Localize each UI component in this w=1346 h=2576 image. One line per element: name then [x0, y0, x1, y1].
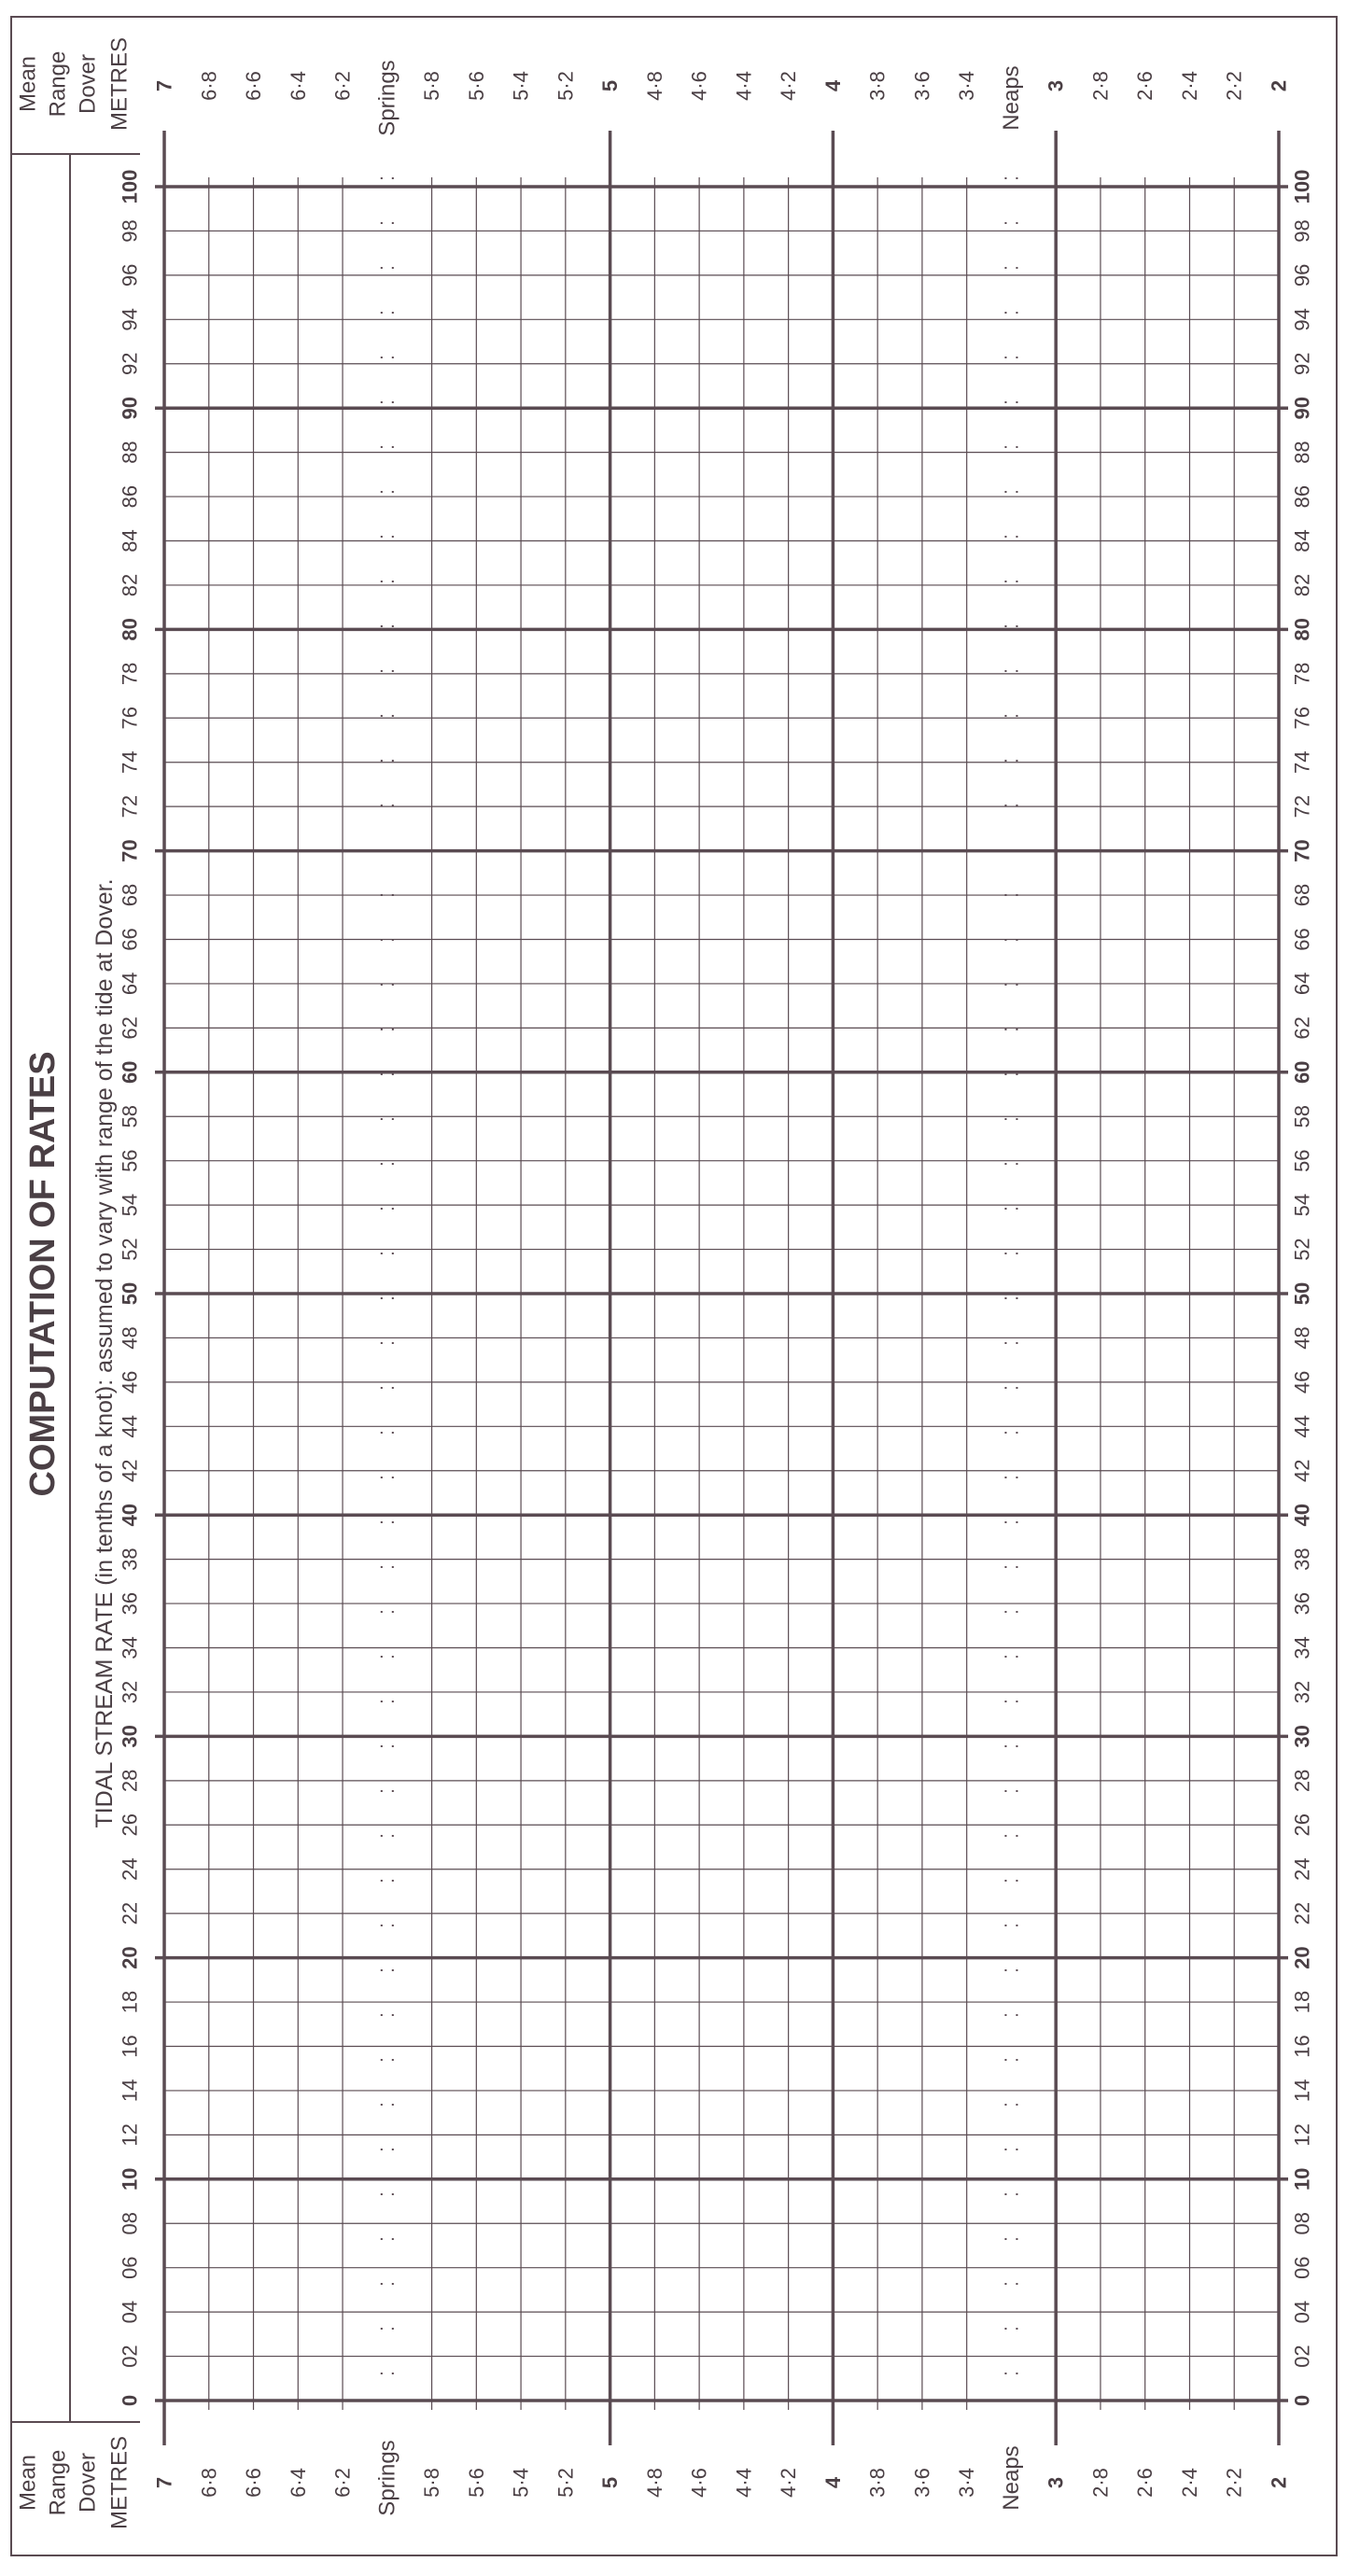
- range-label-bottom-0: 7: [152, 2476, 176, 2489]
- range-label-bottom-22: 2·2: [1222, 2468, 1246, 2498]
- rate-label-top-38: 38: [118, 1547, 142, 1571]
- rate-label-bottom-24: 24: [1290, 1857, 1314, 1881]
- rate-label-bottom-38: 38: [1290, 1547, 1314, 1571]
- rate-label-bottom-44: 44: [1290, 1415, 1314, 1438]
- rate-label-top-12: 12: [118, 2123, 142, 2147]
- range-label-top-5: 5·8: [420, 71, 444, 101]
- range-label-top-19: 2·8: [1088, 71, 1113, 101]
- range-label-top-9: 5: [598, 79, 623, 92]
- rate-label-top-78: 78: [118, 662, 142, 686]
- corner-top-line3: Dover: [75, 53, 101, 115]
- rate-label-top-74: 74: [118, 750, 142, 774]
- rate-label-top-62: 62: [118, 1016, 142, 1040]
- range-label-bottom-15: 3·8: [865, 2468, 890, 2498]
- range-label-top-1: 6·8: [197, 71, 221, 101]
- range-label-bottom-18: 3: [1044, 2476, 1068, 2489]
- range-label-bottom-14: 4: [820, 2476, 845, 2489]
- range-label-bottom-13: 4·2: [777, 2468, 801, 2498]
- range-label-top-12: 4·4: [732, 71, 756, 101]
- outer-frame: [11, 17, 1337, 2555]
- rate-label-top-16: 16: [118, 2035, 142, 2058]
- rate-label-top-100: 100: [118, 169, 142, 204]
- rate-label-top-06: 06: [118, 2256, 142, 2279]
- rate-label-bottom-10: 10: [1290, 2167, 1314, 2191]
- range-label-bottom-17: 3·4: [955, 2468, 979, 2498]
- rate-label-bottom-100: 100: [1290, 169, 1314, 204]
- rate-label-bottom-14: 14: [1290, 2079, 1314, 2103]
- range-label-top-11: 4·6: [687, 71, 711, 101]
- rate-label-bottom-78: 78: [1290, 662, 1314, 686]
- marker-bottom-neaps: Neaps: [998, 2445, 1024, 2511]
- rate-label-top-90: 90: [118, 396, 142, 420]
- rate-label-top-34: 34: [118, 1636, 142, 1659]
- rate-label-top-66: 66: [118, 928, 142, 951]
- range-label-bottom-19: 2·8: [1088, 2468, 1113, 2498]
- range-label-top-7: 5·4: [509, 71, 533, 101]
- rate-label-top-58: 58: [118, 1104, 142, 1128]
- range-label-bottom-1: 6·8: [197, 2468, 221, 2498]
- rate-label-bottom-60: 60: [1290, 1060, 1314, 1085]
- rate-label-bottom-0: 0: [1290, 2394, 1314, 2407]
- rate-label-top-68: 68: [118, 883, 142, 907]
- rate-label-bottom-54: 54: [1290, 1193, 1314, 1217]
- rate-label-bottom-90: 90: [1290, 396, 1314, 420]
- rate-label-top-44: 44: [118, 1415, 142, 1438]
- rate-label-bottom-28: 28: [1290, 1769, 1314, 1793]
- rate-label-top-02: 02: [118, 2345, 142, 2368]
- rate-label-bottom-20: 20: [1290, 1946, 1314, 1969]
- rate-label-top-54: 54: [118, 1193, 142, 1217]
- range-label-top-15: 3·8: [865, 71, 890, 101]
- rate-label-top-70: 70: [118, 839, 142, 862]
- rate-label-top-46: 46: [118, 1370, 142, 1394]
- corner-bottom-line2: Range: [45, 2449, 71, 2516]
- rate-label-top-86: 86: [118, 484, 142, 509]
- range-label-top-13: 4·2: [777, 71, 801, 101]
- rate-label-top-04: 04: [118, 2300, 142, 2324]
- rate-label-bottom-88: 88: [1290, 441, 1314, 464]
- range-label-top-23: 2: [1267, 79, 1291, 92]
- rate-label-bottom-18: 18: [1290, 1990, 1314, 2014]
- rate-label-bottom-30: 30: [1290, 1725, 1314, 1748]
- rate-label-bottom-96: 96: [1290, 263, 1314, 287]
- rate-label-bottom-32: 32: [1290, 1680, 1314, 1704]
- range-label-top-8: 5·2: [554, 71, 578, 101]
- corner-top-line4: METRES: [106, 36, 133, 132]
- rate-label-bottom-64: 64: [1290, 972, 1314, 996]
- range-label-top-17: 3·4: [955, 71, 979, 101]
- range-label-bottom-8: 5·2: [554, 2468, 578, 2498]
- rate-label-bottom-50: 50: [1290, 1281, 1314, 1306]
- rate-label-top-82: 82: [118, 573, 142, 597]
- rate-label-top-60: 60: [118, 1060, 142, 1085]
- range-label-top-2: 6·6: [242, 71, 266, 101]
- page-subtitle: TIDAL STREAM RATE (in tenths of a knot): assumed to vary with range of the tide at Dover.: [91, 878, 118, 1828]
- rate-label-top-22: 22: [118, 1901, 142, 1925]
- range-label-bottom-21: 2·4: [1177, 2468, 1201, 2498]
- page-title: COMPUTATION OF RATES: [23, 1051, 63, 1497]
- range-label-bottom-23: 2: [1267, 2476, 1291, 2489]
- rate-label-top-20: 20: [118, 1946, 142, 1969]
- rate-label-top-98: 98: [118, 219, 142, 243]
- rate-label-top-48: 48: [118, 1326, 142, 1350]
- rate-label-bottom-72: 72: [1290, 794, 1314, 819]
- rate-label-top-56: 56: [118, 1149, 142, 1172]
- range-label-bottom-10: 4·8: [642, 2468, 666, 2498]
- rate-label-bottom-62: 62: [1290, 1016, 1314, 1040]
- range-label-top-18: 3: [1044, 79, 1068, 92]
- corner-bottom-line3: Dover: [75, 2452, 101, 2513]
- rate-label-top-30: 30: [118, 1725, 142, 1748]
- range-label-bottom-5: 5·8: [420, 2468, 444, 2498]
- corner-top-line1: Mean: [15, 55, 41, 113]
- rate-label-bottom-82: 82: [1290, 573, 1314, 597]
- range-label-bottom-16: 3·6: [910, 2468, 934, 2498]
- rate-label-bottom-22: 22: [1290, 1901, 1314, 1925]
- range-label-bottom-9: 5: [598, 2476, 623, 2489]
- corner-bottom-line1: Mean: [15, 2454, 41, 2512]
- rate-label-top-92: 92: [118, 352, 142, 376]
- range-label-top-4: 6·2: [330, 71, 355, 101]
- range-label-top-14: 4: [820, 79, 845, 92]
- rate-label-bottom-36: 36: [1290, 1591, 1314, 1616]
- range-label-top-22: 2·2: [1222, 71, 1246, 101]
- range-label-top-6: 5·6: [464, 71, 488, 101]
- range-label-bottom-7: 5·4: [509, 2468, 533, 2498]
- rate-label-bottom-80: 80: [1290, 618, 1314, 641]
- rate-label-bottom-52: 52: [1290, 1238, 1314, 1261]
- range-label-bottom-6: 5·6: [464, 2468, 488, 2498]
- rate-label-bottom-94: 94: [1290, 308, 1314, 331]
- range-label-bottom-12: 4·4: [732, 2468, 756, 2498]
- rate-label-top-94: 94: [118, 308, 142, 331]
- rate-label-top-08: 08: [118, 2211, 142, 2235]
- rate-label-bottom-42: 42: [1290, 1459, 1314, 1483]
- range-label-top-16: 3·6: [910, 71, 934, 101]
- marker-bottom-springs: Springs: [374, 2440, 400, 2516]
- rate-label-bottom-58: 58: [1290, 1104, 1314, 1128]
- rate-label-top-28: 28: [118, 1769, 142, 1793]
- rate-label-bottom-86: 86: [1290, 484, 1314, 509]
- corner-bottom-line4: METRES: [106, 2435, 133, 2530]
- rate-label-bottom-98: 98: [1290, 219, 1314, 243]
- rate-label-top-80: 80: [118, 618, 142, 641]
- rate-label-bottom-84: 84: [1290, 529, 1314, 553]
- rate-label-top-40: 40: [118, 1503, 142, 1527]
- range-label-bottom-20: 2·6: [1133, 2468, 1157, 2498]
- rate-label-bottom-76: 76: [1290, 707, 1314, 730]
- range-label-top-20: 2·6: [1133, 71, 1157, 101]
- rate-label-top-72: 72: [118, 794, 142, 819]
- rate-label-bottom-16: 16: [1290, 2035, 1314, 2058]
- rate-label-top-14: 14: [118, 2079, 142, 2103]
- rate-label-top-24: 24: [118, 1857, 142, 1881]
- rate-label-top-50: 50: [118, 1281, 142, 1306]
- rate-label-bottom-40: 40: [1290, 1503, 1314, 1527]
- rate-label-bottom-66: 66: [1290, 928, 1314, 951]
- rate-label-top-88: 88: [118, 441, 142, 464]
- rate-label-bottom-74: 74: [1290, 750, 1314, 774]
- rate-label-top-84: 84: [118, 529, 142, 553]
- rate-label-bottom-48: 48: [1290, 1326, 1314, 1350]
- rate-label-bottom-70: 70: [1290, 839, 1314, 862]
- rate-label-bottom-04: 04: [1290, 2300, 1314, 2324]
- marker-top-neaps: Neaps: [998, 65, 1024, 131]
- marker-top-springs: Springs: [374, 60, 400, 136]
- range-label-top-21: 2·4: [1177, 71, 1201, 101]
- range-label-bottom-4: 6·2: [330, 2468, 355, 2498]
- rate-label-bottom-92: 92: [1290, 352, 1314, 376]
- range-label-top-3: 6·4: [286, 71, 310, 101]
- rate-label-top-76: 76: [118, 707, 142, 730]
- rate-label-top-42: 42: [118, 1459, 142, 1483]
- rate-label-bottom-34: 34: [1290, 1636, 1314, 1659]
- rate-label-top-96: 96: [118, 263, 142, 287]
- rate-label-bottom-26: 26: [1290, 1813, 1314, 1837]
- rate-label-bottom-08: 08: [1290, 2211, 1314, 2235]
- rate-label-bottom-02: 02: [1290, 2345, 1314, 2368]
- rate-label-top-52: 52: [118, 1238, 142, 1261]
- rate-label-top-18: 18: [118, 1990, 142, 2014]
- corner-top-line2: Range: [45, 50, 71, 118]
- rate-label-top-64: 64: [118, 972, 142, 996]
- rate-label-bottom-46: 46: [1290, 1370, 1314, 1394]
- rate-label-bottom-12: 12: [1290, 2123, 1314, 2147]
- grid-group: [155, 131, 1288, 2445]
- rate-label-top-0: 0: [118, 2394, 142, 2407]
- rate-label-bottom-06: 06: [1290, 2256, 1314, 2279]
- range-label-top-10: 4·8: [642, 71, 666, 101]
- range-label-bottom-3: 6·4: [286, 2468, 310, 2498]
- rate-label-bottom-56: 56: [1290, 1149, 1314, 1172]
- rate-label-top-36: 36: [118, 1591, 142, 1616]
- range-label-bottom-2: 6·6: [242, 2468, 266, 2498]
- range-label-top-0: 7: [152, 79, 176, 92]
- rate-label-top-26: 26: [118, 1813, 142, 1837]
- rate-label-bottom-68: 68: [1290, 883, 1314, 907]
- rate-label-top-32: 32: [118, 1680, 142, 1704]
- range-label-bottom-11: 4·6: [687, 2468, 711, 2498]
- rate-label-top-10: 10: [118, 2167, 142, 2191]
